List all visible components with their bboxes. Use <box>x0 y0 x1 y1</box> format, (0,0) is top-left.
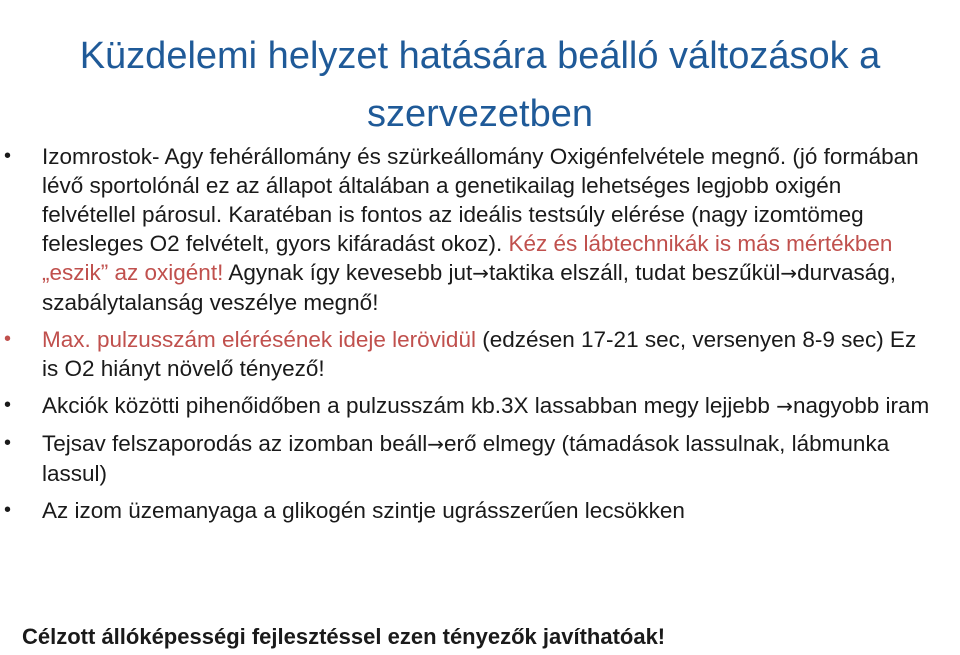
bullet-icon: • <box>4 499 12 521</box>
item-text: erő elmegy (támadások lassulnak, lábmunka lassul) <box>42 431 890 486</box>
list-item <box>0 325 960 383</box>
list-item <box>0 429 960 488</box>
bullet-icon: • <box>4 145 12 167</box>
item-text: Az izom üzemanyaga a glikogén szintje ugrásszerűen lecsökken <box>42 498 685 523</box>
bullet-icon: • <box>4 328 12 350</box>
item-text: taktika elszáll, tudat beszűkül <box>489 260 781 285</box>
arrow-icon: → <box>472 261 489 285</box>
slide-title: Küzdelemi helyzet hatására beálló változások a szervezetben <box>79 35 881 136</box>
bullet-icon: • <box>4 432 12 454</box>
item-text: durvaság, szabálytalanság veszélye megnő! <box>42 260 896 315</box>
list-item <box>0 391 960 421</box>
arrow-icon: → <box>427 432 444 456</box>
item-text: Izomrostok- Agy fehérállomány és szürkeállomány Oxigénfelvétele megnő. (jó formában lévő sportolónál ez az állapot általában a genetikailag lehetséges legjobb oxigén felvétellel párosul. Karatéban is fontos az ideális testsúly elérése (nagy izomtömeg felesleges O2 felvételt, gyors kifáradást okoz). <box>42 144 919 256</box>
item-text: Agynak így kevesebb jut <box>223 260 473 285</box>
bullet-icon: • <box>4 394 12 416</box>
item-text: Tejsav felszaporodás az izomban beáll <box>42 431 428 456</box>
item-text: Akciók közötti pihenőidőben a pulzusszám kb.3X lassabban megy lejjebb <box>42 393 777 418</box>
item-text: nagyobb iram <box>792 393 930 418</box>
bullet-list <box>0 142 960 525</box>
list-item <box>0 496 960 525</box>
item-text: (edzésen 17-21 sec, versenyen 8-9 sec) Ez is O2 hiányt növelő tényező! <box>42 327 917 381</box>
arrow-icon: → <box>780 261 798 285</box>
footer-statement: Célzott állóképességi fejlesztéssel ezen tényezők javíthatóak! <box>22 624 666 649</box>
list-item <box>0 142 960 317</box>
arrow-icon: → <box>776 394 793 418</box>
highlighted-text: Kéz és lábtechnikák is más mértékben „eszik” az oxigént! <box>42 231 893 285</box>
highlighted-text: Max. pulzusszám elérésének ideje lerövidül <box>42 327 476 352</box>
